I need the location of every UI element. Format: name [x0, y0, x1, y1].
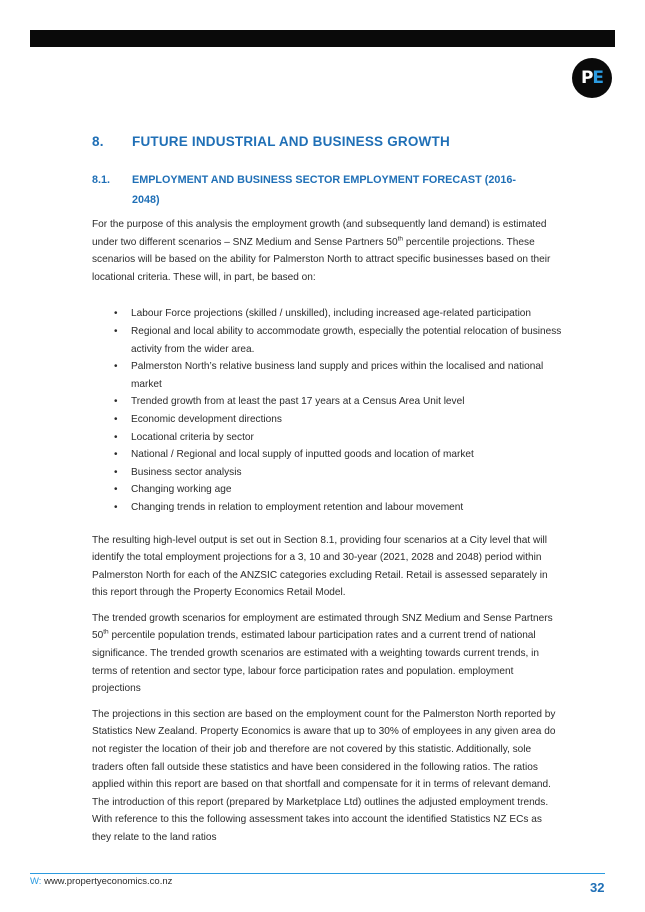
footer-prefix: W: — [30, 876, 42, 887]
list-item: • National / Regional and local supply of inputted goods and location of market — [92, 446, 562, 464]
criteria-list — [92, 305, 562, 516]
list-item: • Locational criteria by sector — [92, 429, 562, 447]
pe-logo — [572, 58, 612, 98]
page-number: 32 — [590, 880, 605, 895]
section-title: FUTURE INDUSTRIAL AND BUSINESS GROWTH — [132, 134, 450, 149]
trend-paragraph: The trended growth scenarios for employment are estimated through SNZ Medium and Sense Partners 50th percentile population trends, estimated labour participation rates and a current trend of national significance. The trended growth scenarios are estimated with a weighting towards current trends, in terms of retention and sector type, labour force participation rates and population. employment projections — [92, 612, 553, 695]
website-link[interactable]: www.propertyeconomics.co.nz — [44, 876, 173, 887]
output-paragraph: The resulting high-level output is set out in Section 8.1, providing four scenarios at a City level that will identify the total employment projections for a 3, 10 and 30-year (2021, 2028 and 2048) period within Palmerston North for each of the ANZSIC categories excluding Retail. Retail is assessed separately in this report through the Property Economics Retail Model. — [92, 534, 548, 599]
projection-paragraph: The projections in this section are based on the employment count for the Palmerston North reported by Statistics New Zealand. Property Economics is aware that up to 30% of employees in any given area do not register the location of their job and therefore are not covered by this statistic. Additionally, sole traders often fall outside these statistics and have been considered in the following ratios. The ratios applied within this report are based on that shortfall and compensate for it in terms of relevant demand. The introduction of this report (prepared by Marketplace Ltd) outlines the adjusted employment trends. With reference to this the following assessment takes into account the identified Statistics NZ ECs as they relate to the land ratios — [92, 708, 556, 843]
footer-website — [30, 876, 172, 887]
list-item: • Economic development directions — [92, 411, 562, 429]
subsection-number: 8.1. — [92, 174, 111, 186]
list-item: • Palmerston North’s relative business land supply and prices within the localised and national market — [92, 358, 562, 393]
list-item: • Labour Force projections (skilled / unskilled), including increased age-related participation — [92, 305, 562, 323]
list-item: • Changing working age — [92, 481, 562, 499]
section-number: 8. — [92, 134, 104, 149]
list-item: • Business sector analysis — [92, 464, 562, 482]
list-item: • Trended growth from at least the past 17 years at a Census Area Unit level — [92, 393, 562, 411]
subsection-title: EMPLOYMENT AND BUSINESS SECTOR EMPLOYMENT FORECAST (2016-2048) — [132, 174, 516, 206]
list-item: • Changing trends in relation to employment retention and labour movement — [92, 499, 562, 517]
list-item: • Regional and local ability to accommodate growth, especially the potential relocation of business activity from the wider area. — [92, 323, 562, 358]
footer-divider — [30, 873, 605, 874]
subsection-heading — [92, 170, 532, 210]
intro-paragraph: For the purpose of this analysis the employment growth (and subsequently land demand) is estimated under two different scenarios – SNZ Medium and Sense Partners 50th percentile projections. These scenarios will be based on the ability for Palmerston North to attract specific businesses based on their locational criteria. These will, in part, be based on: — [92, 219, 551, 283]
logo-text: PE — [580, 68, 604, 88]
section-heading — [92, 134, 572, 149]
header-bar — [30, 30, 615, 47]
body-text — [92, 216, 562, 855]
